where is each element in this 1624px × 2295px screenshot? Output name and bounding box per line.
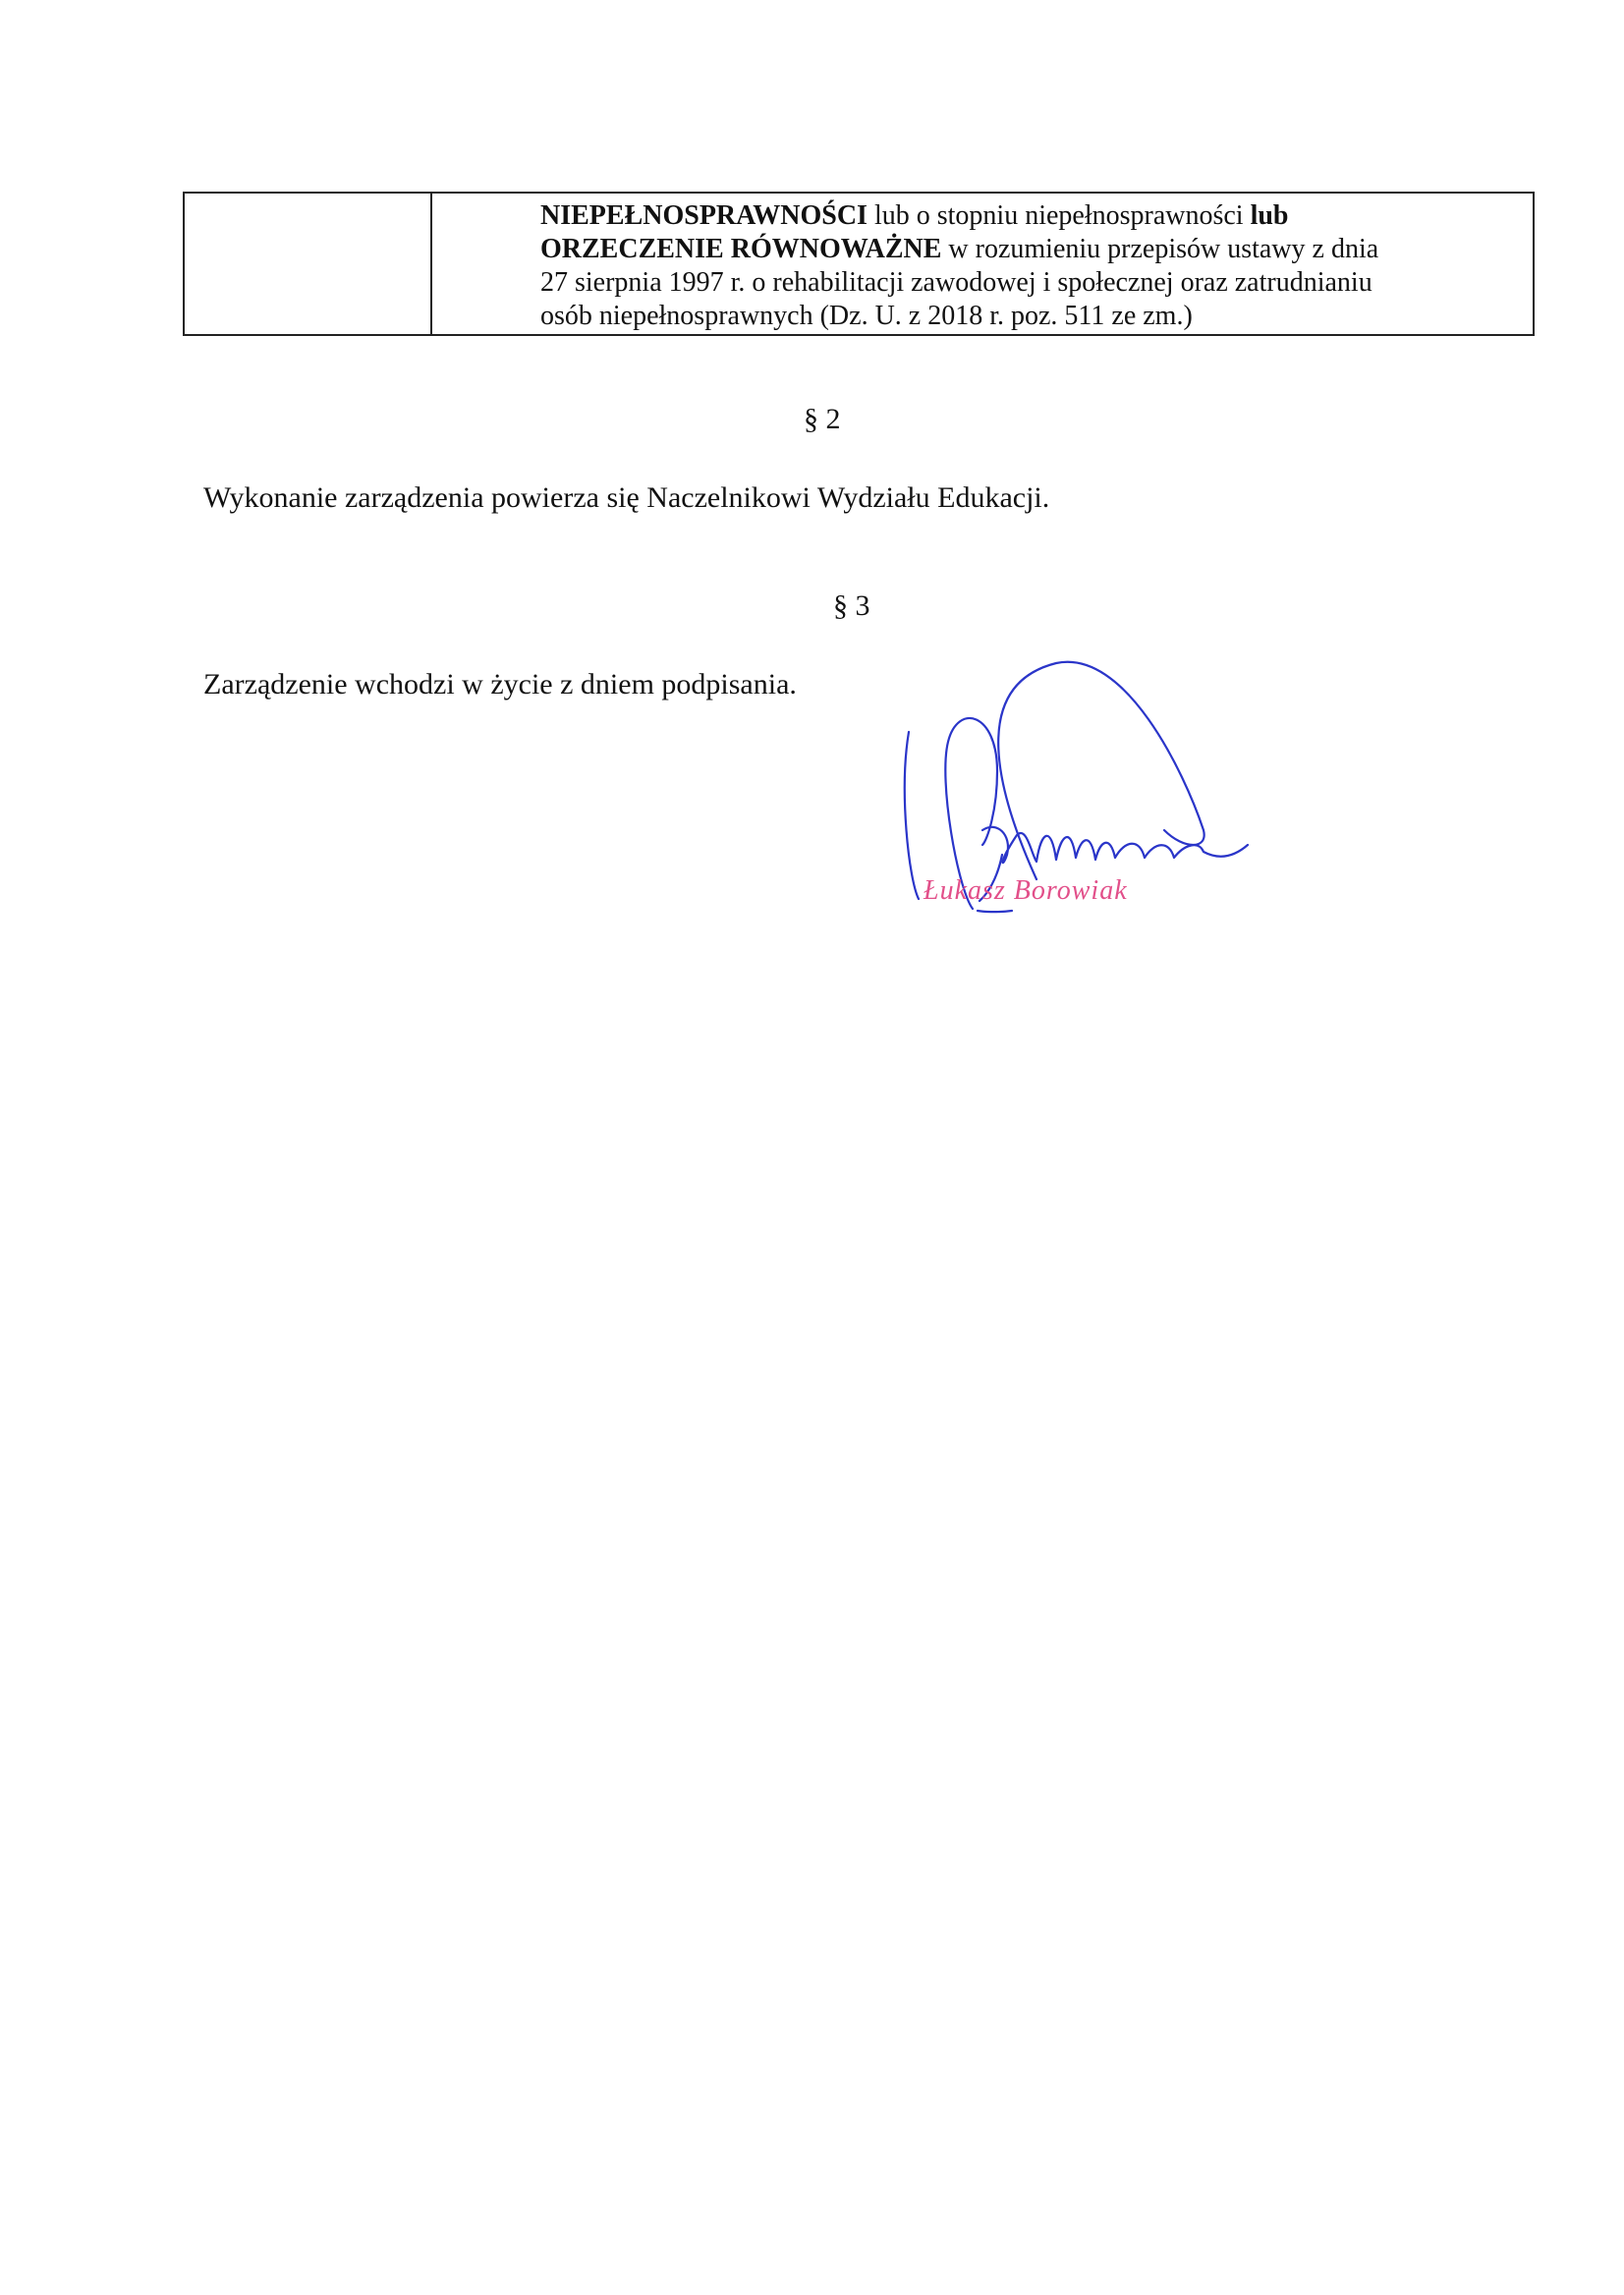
- signature: [889, 634, 1282, 928]
- table-cell-left: [185, 194, 432, 334]
- table-line-3: 27 sierpnia 1997 r. o rehabilitacji zawodowej i społecznej oraz zatrudnianiu: [540, 267, 1372, 298]
- section-3-mark: § 3: [833, 589, 870, 622]
- table-cell-right: [432, 194, 1533, 334]
- section-2-text: Wykonanie zarządzenia powierza się Naczelnikowi Wydziału Edukacji.: [203, 481, 1050, 514]
- bold-term-disability: NIEPEŁNOSPRAWNOŚCI: [540, 200, 868, 231]
- criteria-table: [183, 192, 1535, 336]
- table-line-1: NIEPEŁNOSPRAWNOŚCI lub o stopniu niepełnosprawności lub: [540, 200, 1289, 231]
- table-line-4: osób niepełnosprawnych (Dz. U. z 2018 r. poz. 511 ze zm.): [540, 301, 1193, 331]
- table-line-2: ORZECZENIE RÓWNOWAŻNE w rozumieniu przepisów ustawy z dnia: [540, 234, 1379, 264]
- signature-name-stamp: Łukasz Borowiak: [924, 875, 1128, 906]
- section-3-text: Zarządzenie wchodzi w życie z dniem podpisania.: [203, 668, 797, 700]
- section-2-mark: § 2: [804, 403, 841, 435]
- bold-term-equivalent: ORZECZENIE RÓWNOWAŻNE: [540, 234, 942, 264]
